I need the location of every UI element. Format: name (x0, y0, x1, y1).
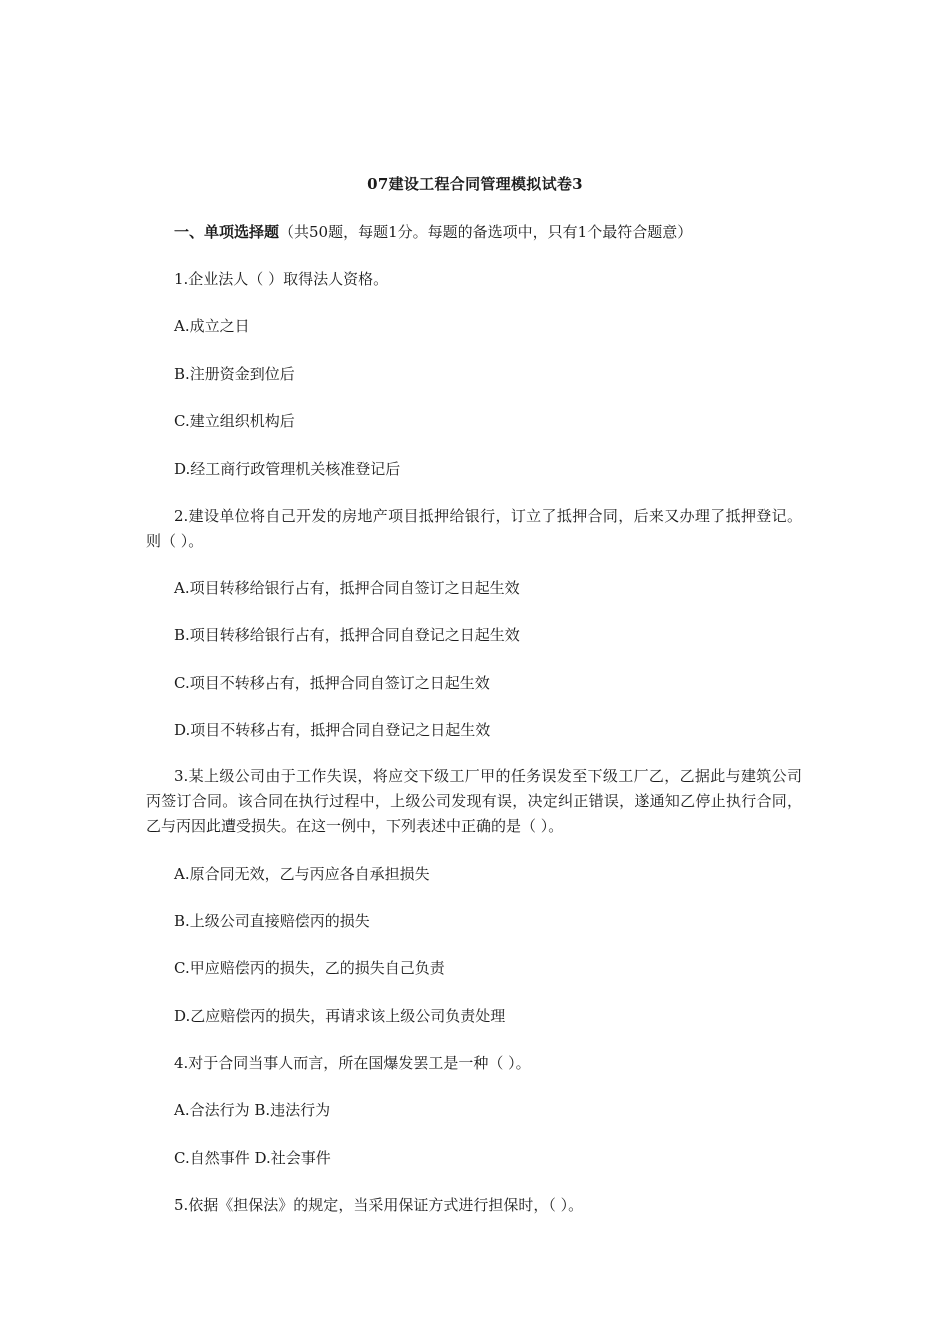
section-heading: 一、单项选择题 (174, 223, 280, 241)
document-title: 07建设工程合同管理模拟试卷3 (367, 175, 583, 193)
section-note: （共50题，每题1分。每题的备选项中，只有1个最符合题意） (279, 223, 693, 241)
question-3-stem: 3.某上级公司由于工作失误，将应交下级工厂甲的任务误发至下级工厂乙，乙据此与建筑公司丙签订合同。该合同在执行过程中，上级公司发现有误，决定纠正错误，遂通知乙停止执行合同，乙与丙因此遭受损失。在这一例中，下列表述中正确的是（ ）。 (146, 767, 802, 835)
question-3-option-a: A.原合同无效，乙与丙应各自承担损失 (174, 865, 430, 883)
question-3-option-c: C.甲应赔偿丙的损失，乙的损失自己负责 (174, 959, 445, 977)
question-2-option-b: B.项目转移给银行占有，抵押合同自登记之日起生效 (174, 626, 520, 644)
question-3-option-b: B.上级公司直接赔偿丙的损失 (174, 912, 370, 930)
question-1-option-b: B.注册资金到位后 (174, 365, 295, 383)
question-1-stem: 1.企业法人（ ）取得法人资格。 (174, 270, 389, 288)
question-1-option-c: C.建立组织机构后 (174, 412, 295, 430)
question-1-option-d: D.经工商行政管理机关核准登记后 (174, 460, 401, 478)
question-5-stem: 5.依据《担保法》的规定，当采用保证方式进行担保时，（ ）。 (174, 1196, 584, 1214)
question-2-option-a: A.项目转移给银行占有，抵押合同自签订之日起生效 (174, 579, 520, 597)
question-3-option-d: D.乙应赔偿丙的损失，再请求该上级公司负责处理 (174, 1007, 506, 1025)
question-4-options-cd: C.自然事件 D.社会事件 (174, 1149, 331, 1167)
section-heading-row (174, 222, 814, 242)
question-2-option-d: D.项目不转移占有，抵押合同自登记之日起生效 (174, 721, 491, 739)
question-2-stem: 2.建设单位将自己开发的房地产项目抵押给银行，订立了抵押合同，后来又办理了抵押登记。则（ ）。 (146, 507, 802, 550)
question-4-options-ab: A.合法行为 B.违法行为 (174, 1101, 331, 1119)
question-2-option-c: C.项目不转移占有，抵押合同自签订之日起生效 (174, 674, 490, 692)
question-4-stem: 4.对于合同当事人而言，所在国爆发罢工是一种（ ）。 (174, 1054, 531, 1072)
question-1-option-a: A.成立之日 (174, 317, 250, 335)
